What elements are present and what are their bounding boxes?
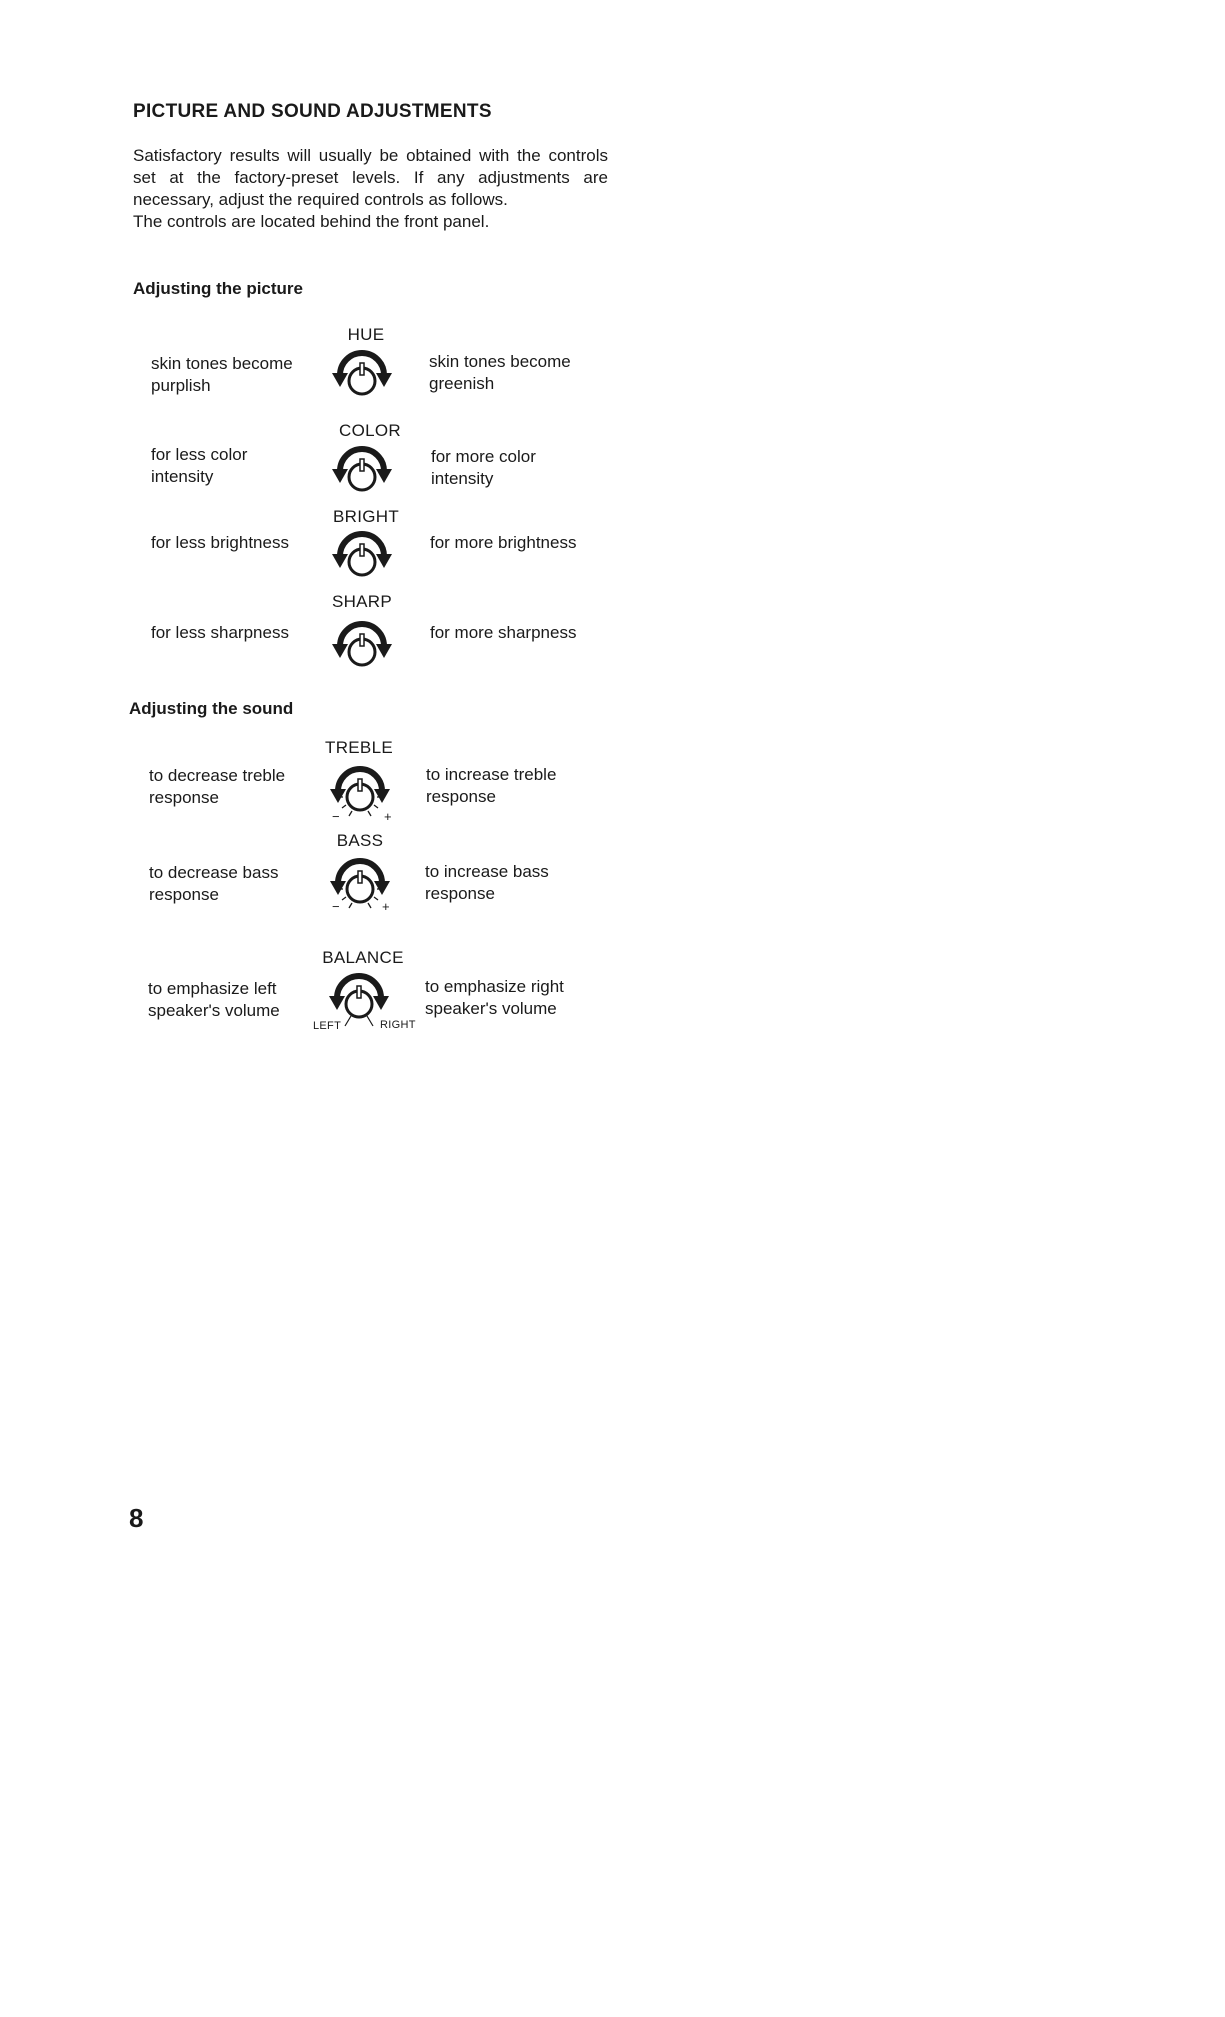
hue-label: HUE — [347, 325, 385, 344]
bright-label: BRIGHT — [332, 507, 400, 526]
balance-right-mark: RIGHT — [380, 1019, 416, 1031]
picture-section-heading: Adjusting the picture — [133, 279, 303, 298]
intro-text — [133, 145, 608, 233]
color-knob-icon — [330, 445, 394, 501]
intro-paragraph-location: The controls are located behind the front panel. — [133, 212, 490, 231]
color-left-text: for less color intensity — [151, 445, 248, 486]
balance-left-text: to emphasize left speaker's volume — [148, 979, 280, 1020]
bright-right-text: for more brightness — [430, 533, 577, 552]
treble-label: TREBLE — [325, 738, 393, 757]
bass-label: BASS — [336, 831, 384, 850]
page-number: 8 — [129, 1503, 144, 1533]
hue-left-text: skin tones become purplish — [151, 354, 293, 395]
sharp-knob-icon — [330, 620, 394, 676]
bass-minus-mark: − — [332, 899, 340, 914]
color-right-text: for more color intensity — [431, 447, 536, 488]
balance-label: BALANCE — [322, 948, 404, 967]
treble-minus-mark: − — [332, 809, 340, 824]
bright-left-text: for less brightness — [151, 533, 289, 552]
sharp-right-text: for more sharpness — [430, 623, 577, 642]
bass-plus-mark: + — [382, 899, 390, 914]
treble-right-text: to increase treble response — [426, 765, 557, 806]
bass-left-text: to decrease bass response — [149, 863, 279, 904]
hue-knob-icon — [330, 349, 394, 405]
balance-right-text: to emphasize right speaker's volume — [425, 977, 564, 1018]
treble-left-text: to decrease treble response — [149, 766, 286, 807]
sharp-label: SHARP — [331, 592, 393, 611]
bright-knob-icon — [330, 530, 394, 586]
intro-paragraph: Satisfactory results will usually be obtained with the controls set at the factory-preset levels. If any adjustments are necessary, adjust the required controls as follows. — [133, 146, 608, 209]
balance-left-mark: LEFT — [313, 1020, 342, 1032]
hue-right-text: skin tones become greenish — [429, 352, 571, 393]
sharp-left-text: for less sharpness — [151, 623, 289, 642]
treble-plus-mark: + — [384, 809, 392, 824]
color-label: COLOR — [339, 421, 401, 440]
bass-right-text: to increase bass response — [425, 862, 549, 903]
page-title: PICTURE AND SOUND ADJUSTMENTS — [133, 101, 492, 122]
sound-section-heading: Adjusting the sound — [129, 699, 294, 718]
